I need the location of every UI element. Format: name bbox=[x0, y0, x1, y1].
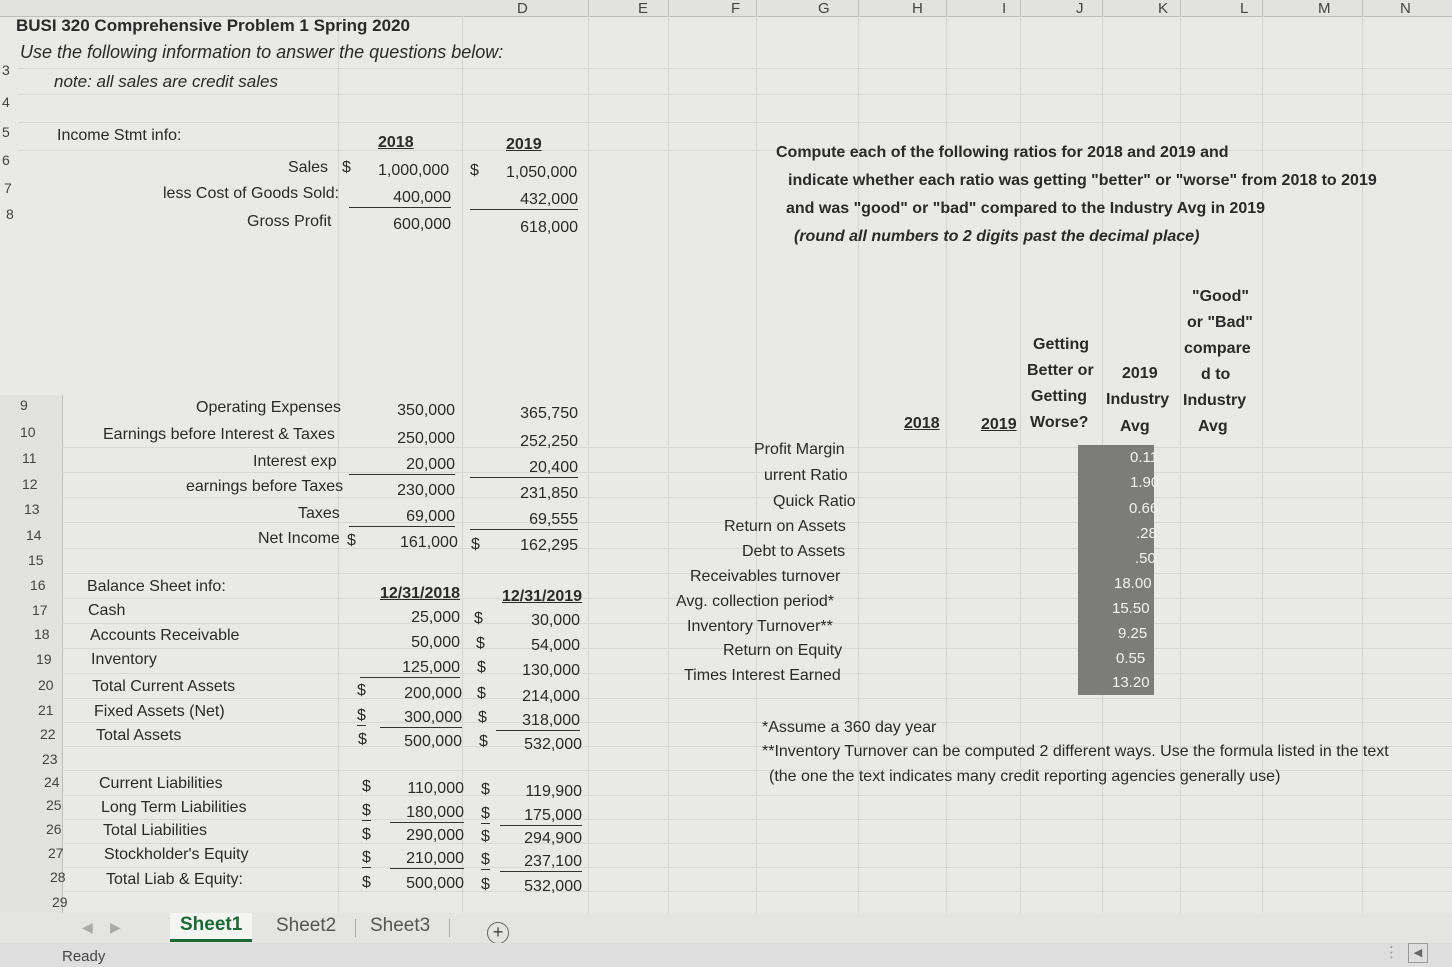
currency-symbol: $ bbox=[481, 805, 490, 822]
currency-symbol: $ bbox=[347, 532, 356, 549]
sheet-tab-sheet1[interactable]: Sheet1 bbox=[170, 913, 252, 942]
industry-avg-value[interactable]: .28 bbox=[1136, 525, 1157, 542]
income-value-2019[interactable]: 231,850 bbox=[520, 485, 578, 502]
income-value-2018[interactable]: 400,000 bbox=[349, 189, 451, 208]
column-header[interactable]: H bbox=[912, 0, 923, 17]
row-header[interactable]: 10 bbox=[20, 424, 36, 440]
income-value-2018[interactable]: 600,000 bbox=[393, 216, 451, 233]
industry-avg-value[interactable]: 9.25 bbox=[1118, 625, 1148, 642]
row-header[interactable]: 22 bbox=[40, 726, 56, 742]
column-header[interactable]: J bbox=[1076, 0, 1084, 17]
income-year-2019[interactable]: 2019 bbox=[506, 136, 542, 153]
ratio-name[interactable]: Inventory Turnover** bbox=[687, 618, 833, 635]
row-header[interactable]: 20 bbox=[38, 677, 54, 693]
row-header[interactable]: 18 bbox=[34, 626, 50, 642]
getting-header-line: Better or bbox=[1027, 362, 1094, 379]
good-bad-header-line: compare bbox=[1184, 340, 1251, 357]
status-text: Ready bbox=[62, 948, 106, 965]
column-header[interactable]: F bbox=[731, 0, 741, 17]
sheet-title[interactable]: BUSI 320 Comprehensive Problem 1 Spring 2020 bbox=[16, 16, 410, 35]
footnote[interactable]: *Assume a 360 day year bbox=[762, 719, 937, 736]
tab-scroll-left-icon[interactable]: ◀ bbox=[82, 919, 93, 935]
column-header[interactable]: L bbox=[1240, 0, 1249, 17]
income-value-2018[interactable]: 350,000 bbox=[397, 402, 455, 419]
ratio-header-2019[interactable]: 2019 bbox=[981, 416, 1017, 433]
row-header[interactable]: 12 bbox=[22, 476, 38, 492]
row-header[interactable]: 19 bbox=[36, 651, 52, 667]
income-value-2019[interactable]: 20,400 bbox=[470, 459, 578, 478]
row-header[interactable]: 24 bbox=[44, 774, 60, 790]
row-header[interactable]: 23 bbox=[42, 751, 58, 767]
balance-value-2018[interactable]: 300,000 bbox=[380, 709, 462, 728]
income-row-label[interactable]: Earnings before Interest & Taxes bbox=[103, 426, 335, 443]
ratio-name[interactable]: Quick Ratio bbox=[773, 493, 856, 510]
column-header[interactable]: K bbox=[1158, 0, 1169, 17]
income-row-label[interactable]: Taxes bbox=[298, 505, 340, 522]
good-bad-header-line: Industry bbox=[1183, 392, 1247, 409]
balance-value-2018[interactable]: 50,000 bbox=[411, 634, 460, 651]
balance-value-2018[interactable]: 290,000 bbox=[406, 827, 464, 844]
currency-symbol: $ bbox=[481, 851, 490, 868]
getting-header-line: Getting bbox=[1031, 388, 1087, 405]
row-header[interactable]: 14 bbox=[26, 527, 42, 543]
income-row-label[interactable]: Net Income bbox=[258, 530, 340, 547]
balance-value-2018[interactable]: 180,000 bbox=[390, 804, 464, 823]
balance-value-2019[interactable]: 237,100 bbox=[500, 853, 582, 872]
row-header-bar bbox=[0, 395, 63, 915]
row-header[interactable]: 11 bbox=[22, 450, 37, 466]
column-header[interactable]: N bbox=[1400, 0, 1411, 17]
sheet-tab-sheet2[interactable]: Sheet2 bbox=[276, 915, 337, 936]
balance-value-2019[interactable]: 532,000 bbox=[524, 736, 582, 753]
ratio-name[interactable]: Return on Equity bbox=[723, 642, 843, 659]
balance-value-2019[interactable]: 175,000 bbox=[500, 807, 582, 826]
currency-symbol: $ bbox=[481, 876, 490, 893]
balance-row-label[interactable]: Total Current Assets bbox=[92, 678, 236, 695]
balance-value-2018[interactable]: 200,000 bbox=[404, 685, 462, 702]
balance-row-label[interactable]: Inventory bbox=[91, 651, 157, 668]
industry-avg-value[interactable]: 0.55 bbox=[1116, 650, 1146, 667]
row-header[interactable]: 21 bbox=[38, 702, 54, 718]
income-section-label[interactable]: Income Stmt info: bbox=[57, 127, 182, 144]
add-sheet-icon[interactable]: + bbox=[487, 922, 509, 944]
currency-symbol: $ bbox=[479, 733, 488, 750]
row-header[interactable]: 13 bbox=[24, 501, 40, 517]
row-header[interactable]: 6 bbox=[2, 152, 10, 168]
balance-value-2019[interactable]: 214,000 bbox=[522, 688, 580, 705]
currency-symbol: $ bbox=[362, 802, 371, 819]
balance-value-2018[interactable]: 210,000 bbox=[390, 850, 464, 869]
income-value-2019[interactable]: 432,000 bbox=[470, 191, 578, 210]
industry-avg-value[interactable]: 0.66 bbox=[1129, 500, 1159, 517]
balance-date-2019[interactable]: 12/31/2019 bbox=[502, 588, 583, 605]
currency-symbol: $ bbox=[357, 707, 366, 724]
column-header[interactable]: I bbox=[1002, 0, 1007, 17]
currency-symbol: $ bbox=[477, 659, 486, 676]
industry-header-line: 2019 bbox=[1122, 365, 1158, 382]
getting-header-line: Worse? bbox=[1030, 414, 1089, 431]
row-header[interactable]: 25 bbox=[46, 797, 62, 813]
row-header[interactable]: 15 bbox=[28, 552, 44, 568]
sheet-tab-bar bbox=[0, 913, 1452, 943]
industry-avg-value[interactable]: 1.90 bbox=[1130, 474, 1160, 491]
currency-symbol: $ bbox=[342, 159, 351, 176]
income-value-2018[interactable]: 1,000,000 bbox=[378, 162, 450, 179]
industry-avg-value[interactable]: .50 bbox=[1135, 550, 1156, 567]
good-bad-header-line: d to bbox=[1201, 366, 1231, 383]
income-value-2018[interactable]: 20,000 bbox=[349, 456, 455, 475]
industry-avg-value[interactable]: 0.11 bbox=[1130, 449, 1159, 466]
industry-avg-value[interactable]: 13.20 bbox=[1112, 674, 1150, 691]
row-header[interactable]: 9 bbox=[20, 397, 28, 413]
balance-row-label[interactable]: Total Liabilities bbox=[103, 822, 208, 839]
status-bar bbox=[0, 943, 1452, 967]
row-header[interactable]: 27 bbox=[48, 845, 64, 861]
currency-symbol: $ bbox=[362, 826, 371, 843]
good-bad-header-line: "Good" bbox=[1192, 288, 1249, 305]
row-header[interactable]: 3 bbox=[2, 62, 10, 78]
balance-row-label[interactable]: Cash bbox=[88, 602, 126, 619]
getting-header-line: Getting bbox=[1033, 336, 1089, 353]
sheet-subtitle[interactable]: Use the following information to answer the questions below: bbox=[20, 42, 504, 62]
good-bad-header-line: Avg bbox=[1198, 418, 1228, 435]
income-value-2018[interactable]: 230,000 bbox=[397, 482, 455, 499]
income-value-2019[interactable]: 365,750 bbox=[520, 405, 578, 422]
balance-section-label[interactable]: Balance Sheet info: bbox=[87, 578, 226, 595]
balance-value-2019[interactable]: 54,000 bbox=[531, 637, 580, 654]
currency-symbol: $ bbox=[470, 162, 479, 179]
currency-symbol: $ bbox=[362, 874, 371, 891]
income-value-2019[interactable]: 69,555 bbox=[470, 511, 578, 530]
column-header-bar bbox=[0, 0, 1452, 17]
balance-value-2019[interactable]: 30,000 bbox=[531, 612, 580, 629]
currency-symbol: $ bbox=[357, 682, 366, 699]
row-header[interactable]: 8 bbox=[6, 206, 14, 222]
currency-symbol: $ bbox=[362, 778, 371, 795]
sales-note[interactable]: note: all sales are credit sales bbox=[54, 72, 278, 91]
ratio-name[interactable]: Times Interest Earned bbox=[684, 667, 841, 684]
balance-row-label[interactable]: Stockholder's Equity bbox=[104, 846, 249, 863]
ratio-name[interactable]: Avg. collection period* bbox=[676, 593, 835, 610]
balance-value-2019[interactable]: 294,900 bbox=[524, 830, 582, 847]
column-header[interactable]: E bbox=[638, 0, 649, 17]
currency-symbol: $ bbox=[474, 610, 483, 627]
sheet-tab-sheet3[interactable]: Sheet3 bbox=[370, 915, 431, 936]
balance-value-2019[interactable]: 318,000 bbox=[496, 712, 580, 731]
currency-symbol: $ bbox=[476, 635, 485, 652]
income-row-label[interactable]: Sales bbox=[288, 159, 329, 176]
row-header[interactable]: 5 bbox=[2, 124, 10, 140]
instruction-line[interactable]: indicate whether each ratio was getting "better" or "worse" from 2018 to 2019 bbox=[788, 172, 1377, 189]
balance-value-2019[interactable]: 119,900 bbox=[525, 783, 582, 800]
column-header[interactable]: M bbox=[1318, 0, 1331, 17]
ratio-name[interactable]: Return on Assets bbox=[724, 518, 846, 535]
ratio-header-2018[interactable]: 2018 bbox=[904, 415, 940, 432]
income-value-2019[interactable]: 1,050,000 bbox=[506, 164, 578, 181]
balance-row-label[interactable]: Accounts Receivable bbox=[90, 627, 240, 644]
income-value-2019[interactable]: 618,000 bbox=[520, 219, 578, 236]
balance-value-2018[interactable]: 500,000 bbox=[406, 875, 464, 892]
row-header[interactable]: 4 bbox=[2, 94, 10, 110]
good-bad-header-line: or "Bad" bbox=[1187, 314, 1253, 331]
row-header[interactable]: 28 bbox=[50, 869, 66, 885]
income-year-2018[interactable]: 2018 bbox=[378, 134, 414, 151]
balance-row-label[interactable]: Long Term Liabilities bbox=[101, 799, 247, 816]
row-header[interactable]: 26 bbox=[46, 821, 62, 837]
currency-symbol: $ bbox=[481, 781, 490, 798]
balance-date-2018[interactable]: 12/31/2018 bbox=[380, 585, 461, 602]
income-row-label[interactable]: earnings before Taxes bbox=[186, 478, 344, 495]
currency-symbol: $ bbox=[362, 849, 371, 866]
row-header[interactable]: 7 bbox=[4, 180, 12, 196]
income-row-label[interactable]: Operating Expenses bbox=[196, 399, 341, 416]
instruction-line[interactable]: and was "good" or "bad" compared to the Industry Avg in 2019 bbox=[786, 200, 1266, 217]
column-header[interactable]: G bbox=[818, 0, 830, 17]
row-header[interactable]: 17 bbox=[32, 602, 48, 618]
instruction-line[interactable]: Compute each of the following ratios for 2018 and 2019 and bbox=[776, 144, 1229, 161]
balance-row-label[interactable]: Total Liab & Equity: bbox=[106, 871, 243, 888]
income-value-2018[interactable]: 250,000 bbox=[397, 430, 455, 447]
balance-value-2018[interactable]: 25,000 bbox=[411, 609, 460, 626]
balance-row-label[interactable]: Current Liabilities bbox=[99, 775, 223, 792]
row-header[interactable]: 16 bbox=[30, 577, 46, 593]
instruction-line[interactable]: (round all numbers to 2 digits past the decimal place) bbox=[794, 228, 1200, 245]
currency-symbol: $ bbox=[481, 828, 490, 845]
currency-symbol: $ bbox=[358, 731, 367, 748]
balance-value-2019[interactable]: 532,000 bbox=[524, 878, 582, 895]
ratio-name[interactable]: Receivables turnover bbox=[690, 568, 841, 585]
column-header[interactable]: D bbox=[517, 0, 528, 17]
income-row-label[interactable]: Gross Profit bbox=[247, 213, 332, 230]
balance-value-2018[interactable]: 500,000 bbox=[404, 733, 462, 750]
footnote[interactable]: (the one the text indicates many credit reporting agencies generally use) bbox=[769, 768, 1281, 785]
ratio-name[interactable]: Debt to Assets bbox=[742, 543, 846, 560]
income-value-2018[interactable]: 69,000 bbox=[349, 508, 455, 527]
more-icon[interactable]: ⋮ bbox=[1384, 944, 1399, 961]
industry-header-line: Industry bbox=[1106, 391, 1170, 408]
row-header[interactable]: 29 bbox=[52, 894, 68, 910]
income-row-label[interactable]: Interest exp bbox=[253, 453, 337, 470]
balance-value-2018[interactable]: 110,000 bbox=[407, 780, 464, 797]
industry-header-line: Avg bbox=[1120, 418, 1150, 435]
balance-row-label[interactable]: Total Assets bbox=[96, 727, 182, 744]
tab-scroll-right-icon[interactable]: ▶ bbox=[110, 919, 121, 935]
ratio-name[interactable]: urrent Ratio bbox=[764, 467, 848, 484]
currency-symbol: $ bbox=[477, 685, 486, 702]
footnote[interactable]: **Inventory Turnover can be computed 2 different ways. Use the formula listed in the text bbox=[762, 743, 1389, 760]
balance-value-2018[interactable]: 125,000 bbox=[360, 659, 460, 678]
currency-symbol: $ bbox=[471, 536, 480, 553]
industry-avg-value[interactable]: 18.00 bbox=[1114, 575, 1152, 592]
ratio-name[interactable]: Profit Margin bbox=[754, 441, 845, 458]
industry-avg-value[interactable]: 15.50 bbox=[1112, 600, 1150, 617]
balance-row-label[interactable]: Fixed Assets (Net) bbox=[94, 703, 225, 720]
currency-symbol: $ bbox=[478, 709, 487, 726]
income-row-label[interactable]: less Cost of Goods Sold: bbox=[163, 185, 340, 202]
balance-value-2019[interactable]: 130,000 bbox=[522, 662, 580, 679]
income-value-2019[interactable]: 162,295 bbox=[520, 537, 578, 554]
income-value-2018[interactable]: 161,000 bbox=[400, 534, 458, 551]
scroll-left-icon[interactable]: ◀ bbox=[1408, 943, 1428, 963]
income-value-2019[interactable]: 252,250 bbox=[520, 433, 578, 450]
